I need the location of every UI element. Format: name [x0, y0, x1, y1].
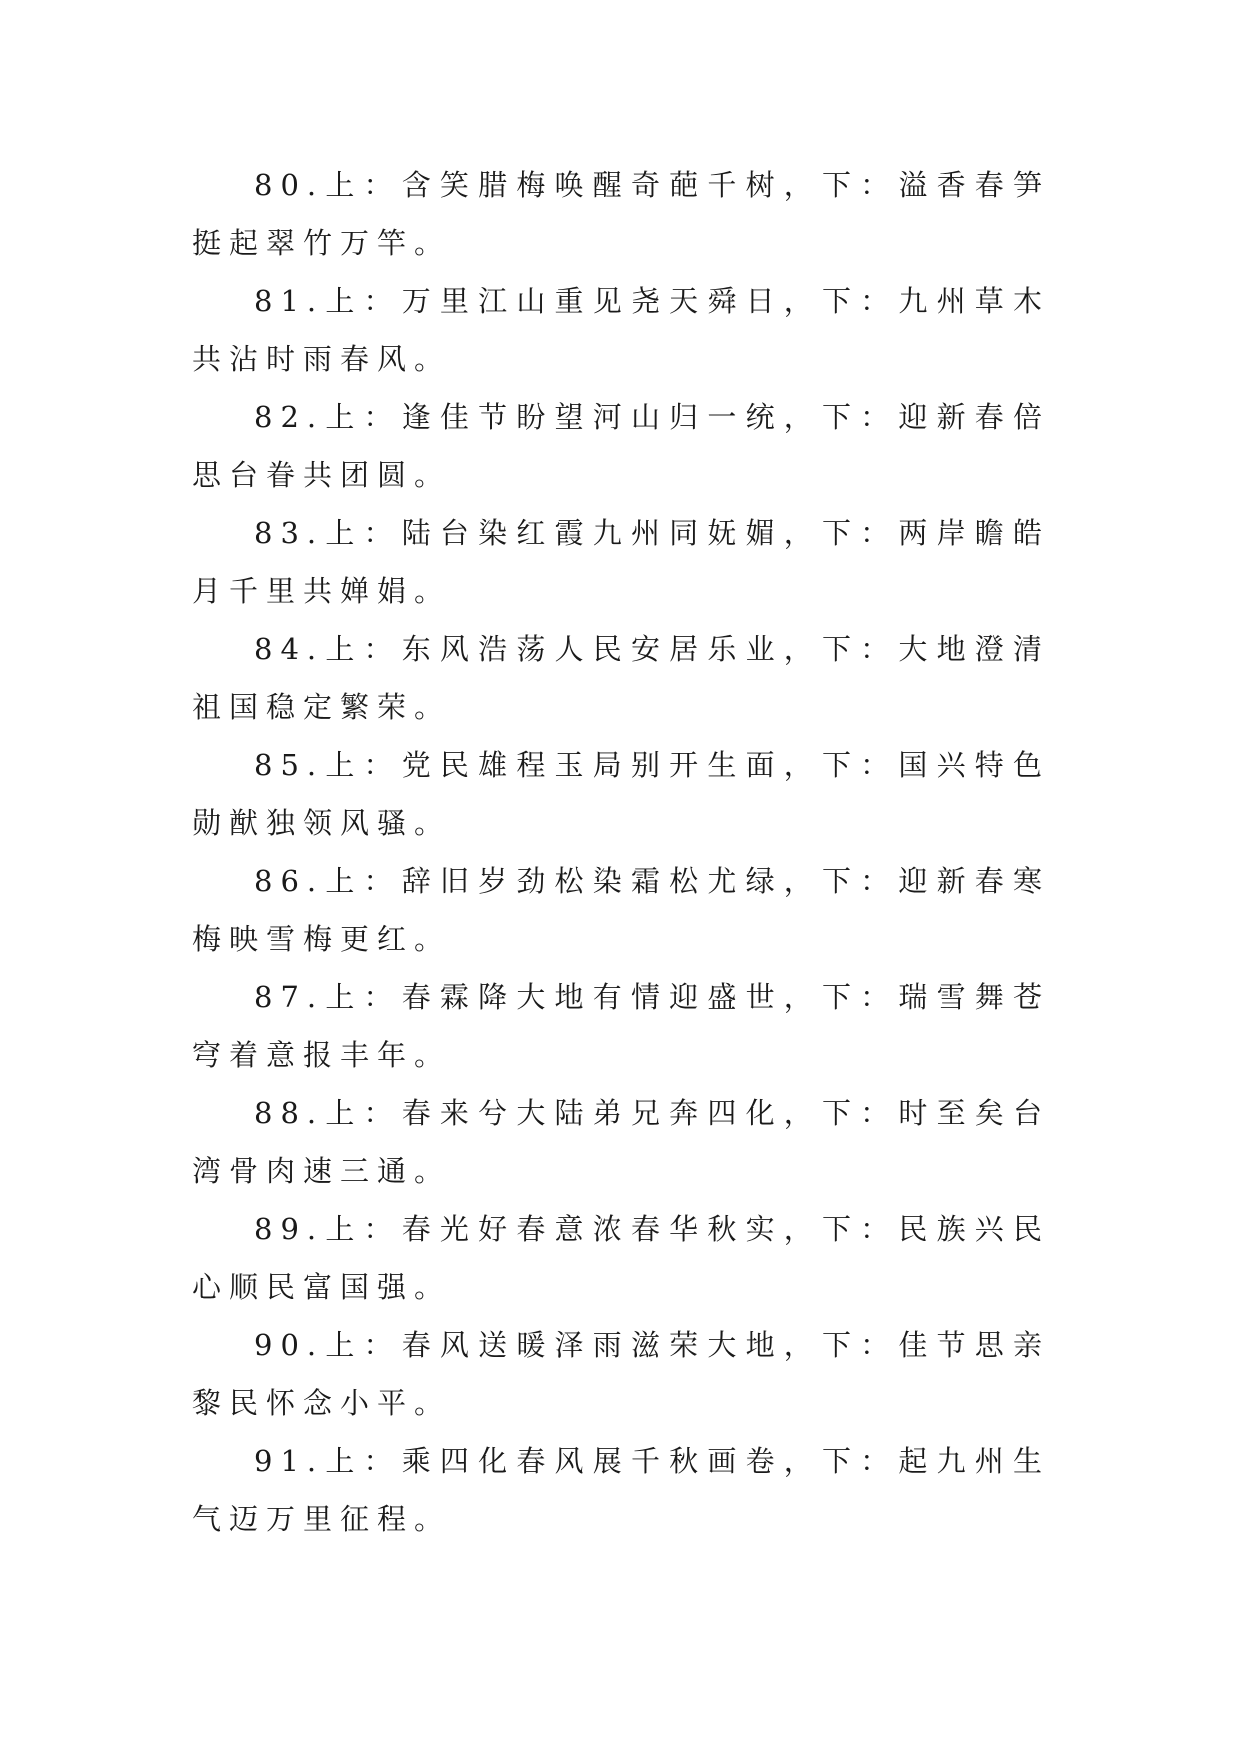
couplet-86: 86.上：辞旧岁劲松染霜松尤绿，下：迎新春寒梅映雪梅更红。 [192, 864, 1050, 956]
couplet-87: 87.上：春霖降大地有情迎盛世，下：瑞雪舞苍穹着意报丰年。 [192, 980, 1050, 1072]
couplet-91: 91.上：乘四化春风展千秋画卷，下：起九州生气迈万里征程。 [192, 1444, 1050, 1536]
couplet-88: 88.上：春来兮大陆弟兄奔四化，下：时至矣台湾骨肉速三通。 [192, 1096, 1050, 1188]
couplet-83: 83.上：陆台染红霞九州同妩媚，下：两岸瞻皓月千里共婵娟。 [192, 516, 1050, 608]
couplet-80: 80.上：含笑腊梅唤醒奇葩千树，下：溢香春笋挺起翠竹万竿。 [192, 168, 1050, 260]
couplet-84: 84.上：东风浩荡人民安居乐业，下：大地澄清祖国稳定繁荣。 [192, 632, 1050, 724]
couplet-89: 89.上：春光好春意浓春华秋实，下：民族兴民心顺民富国强。 [192, 1212, 1050, 1304]
couplet-82: 82.上：逢佳节盼望河山归一统，下：迎新春倍思台眷共团圆。 [192, 400, 1050, 492]
couplet-85: 85.上：党民雄程玉局别开生面，下：国兴特色勋猷独领风骚。 [192, 748, 1050, 840]
document-body [192, 156, 1050, 1548]
couplet-81: 81.上：万里江山重见尧天舜日，下：九州草木共沾时雨春风。 [192, 284, 1050, 376]
couplet-90: 90.上：春风送暖泽雨滋荣大地，下：佳节思亲黎民怀念小平。 [192, 1328, 1050, 1420]
